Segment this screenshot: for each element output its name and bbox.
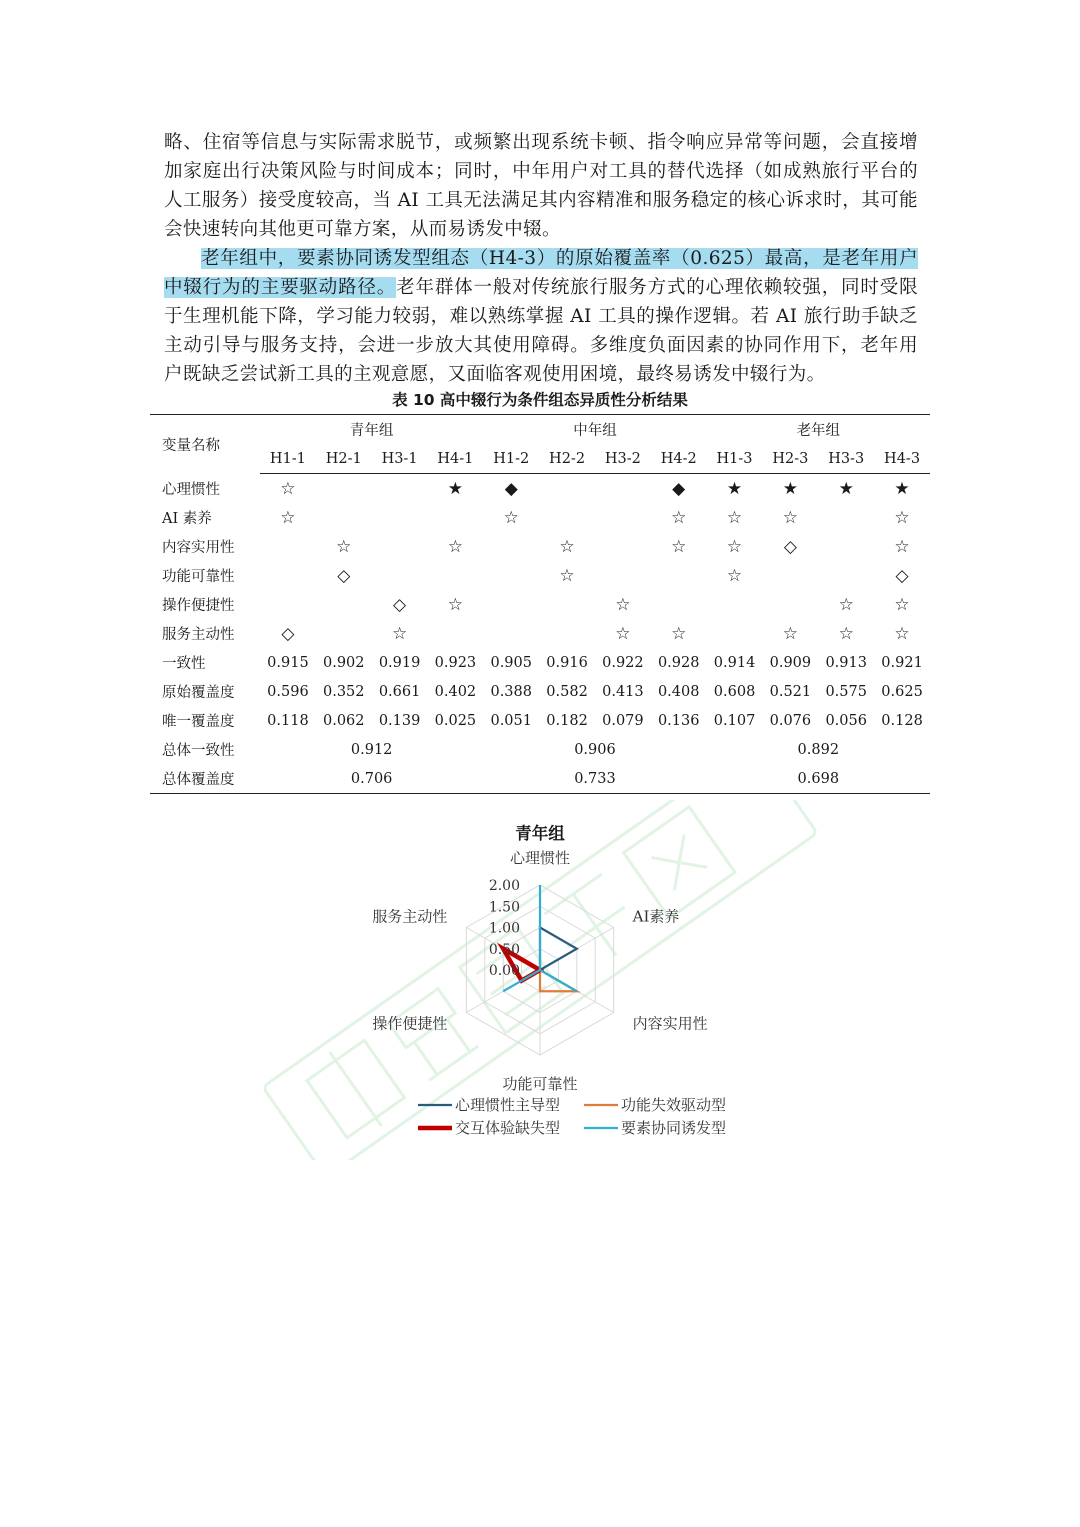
config-header: H1-1 <box>260 444 316 474</box>
table-cell: 0.107 <box>713 712 756 729</box>
table-cell <box>260 532 316 561</box>
table-cell: 0.919 <box>378 654 421 671</box>
table-cell: 0.902 <box>322 654 365 671</box>
table-cell: 0.914 <box>713 654 756 671</box>
table-cell <box>427 619 483 648</box>
table-cell <box>483 532 539 561</box>
chart-legend <box>418 1096 726 1137</box>
overall-value: 0.912 <box>350 741 393 758</box>
condition-symbol: ☆ <box>726 536 743 557</box>
table-cell <box>707 619 763 648</box>
table-cell: 0.388 <box>490 683 532 700</box>
overall-value: 0.906 <box>574 741 616 758</box>
table-cell: 0.916 <box>546 654 588 671</box>
condition-symbol: ☆ <box>894 594 910 615</box>
var-header: 变量名称 <box>162 437 220 454</box>
table-cell <box>372 474 428 504</box>
table-cell <box>651 561 707 590</box>
condition-symbol: ◆ <box>504 478 518 499</box>
table-cell <box>595 474 651 504</box>
table-cell <box>539 503 595 532</box>
axis-label: 操作便捷性 <box>372 1014 448 1033</box>
condition-symbol: ☆ <box>280 478 296 499</box>
axis-label: 心理惯性 <box>509 849 571 867</box>
table-cell <box>316 619 372 648</box>
row-label: 操作便捷性 <box>162 598 235 614</box>
highlighted-sentence[interactable]: 老年组中，要素协同诱发型组态（H4-3）的原始覆盖率（0.625）最高，是老年用户中辍行为的主要驱动路径。 <box>164 248 918 298</box>
tick-label: 0.00 <box>488 963 520 979</box>
axis-label: 服务主动性 <box>372 907 448 926</box>
condition-symbol: ☆ <box>671 507 687 528</box>
table-cell: 0.128 <box>881 712 923 729</box>
table-cell: 0.913 <box>825 654 867 671</box>
table-cell <box>483 590 539 619</box>
table-cell: 0.062 <box>322 712 365 729</box>
table-cell: 0.928 <box>657 654 700 671</box>
table-cell <box>316 590 372 619</box>
table-cell: 0.408 <box>657 683 700 700</box>
table-cell: 0.056 <box>825 712 867 729</box>
table-cell: 0.079 <box>602 712 644 729</box>
condition-symbol: ☆ <box>559 536 575 557</box>
overall-value: 0.892 <box>797 741 840 758</box>
table-cell <box>818 532 874 561</box>
condition-symbol: ◇ <box>895 565 909 586</box>
group-header-2: 老年组 <box>796 423 841 439</box>
paragraph-elderly-rest: 老年群体一般对传统旅行服务方式的心理依赖较强，同时受限于生理机能下降，学习能力较弱，难以熟练掌握 AI 工具的操作逻辑。若 AI 旅行助手缺乏主动引导与服务支持，会进一步放大其使用障碍。多维度负面因素的协同作用下，老年用户既缺乏尝试新工具的主观意愿，又面临客观使用困境，最终易诱发中辍行为。 <box>164 277 918 385</box>
table-cell <box>595 561 651 590</box>
table-cell: 0.596 <box>267 683 309 700</box>
table-cell <box>427 561 483 590</box>
config-header: H2-1 <box>316 444 372 474</box>
condition-symbol: ☆ <box>559 565 575 586</box>
table-cell: 0.136 <box>657 712 700 729</box>
paragraph-middle-age: 略、住宿等信息与实际需求脱节，或频繁出现系统卡顿、指令响应异常等问题，会直接增加家庭出行决策风险与时间成本；同时，中年用户对工具的替代选择（如成熟旅行平台的人工服务）接受度较高，当 AI 工具无法满足其内容精准和服务稳定的核心诉求时，其可能会快速转向其他更可靠方案，从而易诱发中辍。 <box>164 132 918 240</box>
table-row <box>150 590 930 619</box>
table-row <box>150 619 930 648</box>
table-cell: 0.575 <box>825 683 867 700</box>
table-row <box>150 474 930 504</box>
row-label: 总体覆盖度 <box>162 772 235 788</box>
condition-symbol: ☆ <box>726 507 743 528</box>
tick-label: 1.50 <box>488 899 520 916</box>
table-cell <box>539 474 595 504</box>
config-header: H1-2 <box>483 444 539 474</box>
condition-symbol: ☆ <box>726 565 743 586</box>
condition-symbol: ★ <box>726 478 743 499</box>
condition-symbol: ☆ <box>615 594 631 615</box>
condition-symbol: ★ <box>838 478 854 499</box>
chart-title: 青年组 <box>515 824 565 843</box>
paragraph-elderly <box>164 244 918 389</box>
condition-symbol: ★ <box>447 478 464 499</box>
condition-symbol: ☆ <box>280 507 296 528</box>
table-cell: 0.521 <box>769 683 812 700</box>
tick-label: 2.00 <box>488 878 520 894</box>
radar-chart <box>0 800 1080 1160</box>
overall-value: 0.698 <box>797 770 840 787</box>
axis-label: 功能可靠性 <box>502 1075 578 1093</box>
row-label: 心理惯性 <box>162 481 220 498</box>
condition-symbol: ☆ <box>782 623 798 644</box>
table-row <box>150 706 930 735</box>
condition-symbol: ☆ <box>838 594 854 615</box>
overall-value: 0.733 <box>574 770 616 787</box>
tick-label: 0.50 <box>488 941 520 958</box>
table-row <box>150 561 930 590</box>
table-cell: 0.051 <box>490 712 532 729</box>
condition-symbol: ☆ <box>503 507 519 528</box>
condition-symbol: ☆ <box>615 623 631 644</box>
table-row <box>150 532 930 561</box>
config-header: H4-1 <box>427 444 483 474</box>
tick-label: 1.00 <box>488 920 520 937</box>
table-cell <box>762 590 818 619</box>
table-cell <box>372 561 428 590</box>
row-label: 一致性 <box>162 656 206 672</box>
table-header-configs <box>150 444 930 474</box>
table-cell: 0.661 <box>378 683 421 700</box>
row-label: 唯一覆盖度 <box>162 714 235 730</box>
config-header: H1-3 <box>707 444 763 474</box>
table-cell: 0.118 <box>267 712 309 729</box>
table-row <box>150 677 930 706</box>
table-header-groups <box>150 415 930 445</box>
table-cell <box>762 561 818 590</box>
legend-label: 要素协同诱发型 <box>621 1119 727 1137</box>
row-label: AI 素养 <box>162 511 212 527</box>
condition-symbol: ☆ <box>447 594 464 615</box>
table-cell: 0.922 <box>602 654 644 671</box>
condition-symbol: ☆ <box>671 536 687 557</box>
overall-value: 0.706 <box>350 770 393 787</box>
table-cell: 0.921 <box>881 654 923 671</box>
table-row <box>150 503 930 532</box>
axis-label: 内容实用性 <box>632 1014 708 1033</box>
row-label: 功能可靠性 <box>162 569 235 585</box>
config-header: H2-2 <box>539 444 595 474</box>
overall-coverage-row <box>150 764 930 794</box>
table-cell: 0.582 <box>546 683 588 700</box>
table-cell <box>483 561 539 590</box>
condition-symbol: ☆ <box>838 623 854 644</box>
table-cell: 0.139 <box>378 712 421 729</box>
group-header-0: 青年组 <box>349 423 394 439</box>
legend-label: 功能失效驱动型 <box>621 1096 727 1114</box>
table-cell: 0.915 <box>267 654 309 671</box>
table-cell <box>595 532 651 561</box>
config-header: H3-2 <box>595 444 651 474</box>
group-header-1: 中年组 <box>573 423 617 439</box>
table-cell <box>260 561 316 590</box>
config-header: H3-3 <box>818 444 874 474</box>
table-cell: 0.352 <box>322 683 365 700</box>
table-cell: 0.923 <box>434 654 477 671</box>
legend-label: 交互体验缺失型 <box>455 1119 561 1137</box>
config-header: H3-1 <box>372 444 428 474</box>
condition-symbol: ☆ <box>671 623 687 644</box>
condition-symbol: ◇ <box>783 536 797 557</box>
condition-symbol: ☆ <box>894 536 910 557</box>
condition-symbol: ☆ <box>447 536 464 557</box>
table-cell: 0.413 <box>602 683 644 700</box>
condition-symbol: ★ <box>782 478 798 499</box>
config-header: H2-3 <box>762 444 818 474</box>
config-header: H4-3 <box>874 444 930 474</box>
table-cell <box>372 503 428 532</box>
table-cell: 0.402 <box>434 683 477 700</box>
table-cell <box>316 503 372 532</box>
condition-symbol: ◆ <box>672 478 686 499</box>
condition-symbol: ◇ <box>393 594 407 615</box>
table-cell: 0.025 <box>434 712 477 729</box>
condition-symbol: ☆ <box>782 507 798 528</box>
table-cell <box>595 503 651 532</box>
config-header: H4-2 <box>651 444 707 474</box>
condition-symbol: ◇ <box>281 623 295 644</box>
results-table <box>150 414 930 794</box>
table-cell: 0.625 <box>881 683 923 700</box>
condition-symbol: ★ <box>894 478 910 499</box>
table-cell: 0.608 <box>713 683 756 700</box>
row-label: 内容实用性 <box>162 540 235 556</box>
condition-symbol: ☆ <box>391 623 408 644</box>
row-label: 服务主动性 <box>162 627 235 643</box>
condition-symbol: ◇ <box>337 565 351 586</box>
row-label: 原始覆盖度 <box>162 685 235 701</box>
table-row <box>150 648 930 677</box>
table-cell <box>539 619 595 648</box>
table-caption: 表 10 高中辍行为条件组态异质性分析结果 <box>392 391 688 409</box>
table-cell <box>651 590 707 619</box>
condition-symbol: ☆ <box>336 536 352 557</box>
table-cell <box>316 474 372 504</box>
table-cell <box>427 503 483 532</box>
table-cell <box>260 590 316 619</box>
table-cell <box>707 590 763 619</box>
table-cell <box>539 590 595 619</box>
condition-symbol: ☆ <box>894 623 910 644</box>
table-cell <box>818 561 874 590</box>
row-label: 总体一致性 <box>162 743 235 759</box>
table-cell <box>483 619 539 648</box>
table-cell: 0.909 <box>769 654 812 671</box>
axis-label: AI素养 <box>632 907 680 926</box>
radar-tick-labels <box>489 878 520 979</box>
overall-consistency-row <box>150 735 930 764</box>
table-cell <box>818 503 874 532</box>
table-cell: 0.905 <box>490 654 532 671</box>
body-text <box>164 128 918 389</box>
table-cell: 0.076 <box>769 712 812 729</box>
table-cell <box>372 532 428 561</box>
legend-label: 心理惯性主导型 <box>455 1096 561 1114</box>
table-cell: 0.182 <box>546 712 588 729</box>
condition-symbol: ☆ <box>894 507 910 528</box>
